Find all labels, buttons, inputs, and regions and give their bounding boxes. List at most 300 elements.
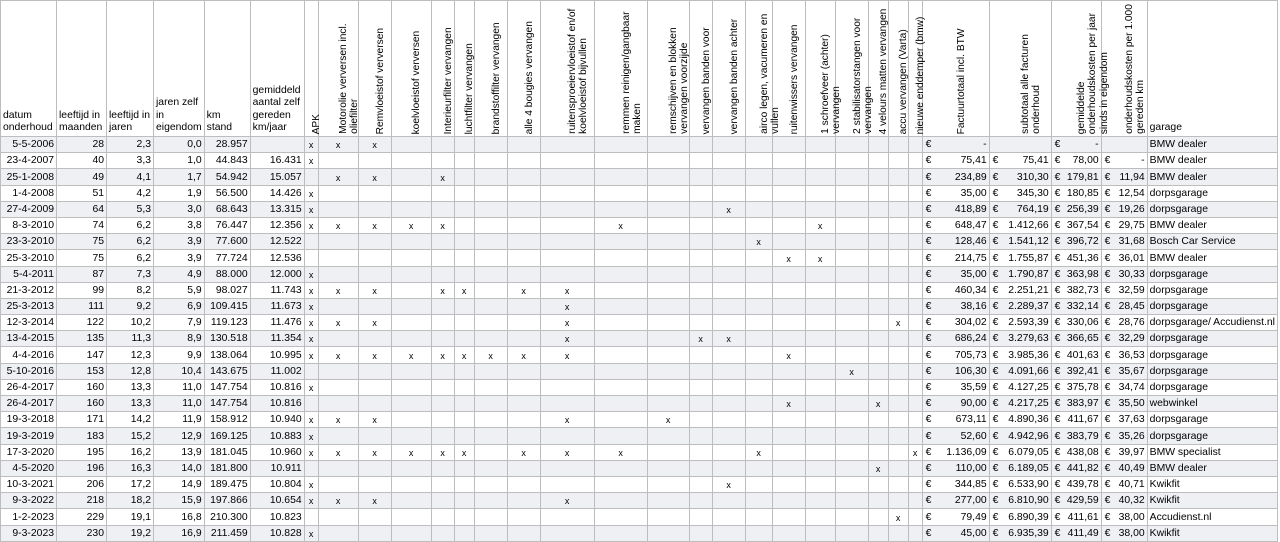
- cell-task-16[interactable]: [835, 331, 868, 347]
- cell-task-9[interactable]: [594, 315, 647, 331]
- cell-gemiddeld[interactable]: 11.743: [250, 282, 304, 298]
- cell-task-3[interactable]: x: [391, 444, 431, 460]
- cell-task-1[interactable]: x: [318, 444, 358, 460]
- cell-kosten-km[interactable]: [1101, 282, 1147, 298]
- cell-datum[interactable]: 26-4-2017: [1, 379, 57, 395]
- cell-task-0[interactable]: [304, 509, 318, 525]
- cell-task-17[interactable]: [868, 379, 888, 395]
- cell-task-2[interactable]: [358, 460, 391, 476]
- cell-task-19[interactable]: [908, 153, 922, 169]
- cell-task-18[interactable]: [888, 217, 908, 233]
- cell-jaren-eigendom[interactable]: 8,9: [154, 331, 205, 347]
- cell-task-9[interactable]: [594, 298, 647, 314]
- cell-factuur[interactable]: [922, 282, 989, 298]
- cell-task-13[interactable]: [745, 347, 772, 363]
- cell-task-3[interactable]: [391, 201, 431, 217]
- cell-task-15[interactable]: [805, 298, 835, 314]
- cell-task-6[interactable]: [474, 493, 507, 509]
- cell-task-6[interactable]: [474, 428, 507, 444]
- header-gem-kosten[interactable]: [1051, 1, 1110, 137]
- cell-subtotaal[interactable]: [989, 476, 1051, 492]
- cell-task-8[interactable]: [540, 153, 594, 169]
- cell-task-19[interactable]: [908, 412, 922, 428]
- cell-garage[interactable]: dorpsgarage: [1147, 379, 1277, 395]
- cell-leeftijd-jaren[interactable]: 7,3: [107, 266, 154, 282]
- cell-task-8[interactable]: [540, 428, 594, 444]
- cell-leeftijd-jaren[interactable]: 3,3: [107, 153, 154, 169]
- cell-km-stand[interactable]: 44.843: [204, 153, 250, 169]
- cell-kosten-km[interactable]: [1101, 525, 1147, 541]
- cell-task-0[interactable]: x: [304, 153, 318, 169]
- cell-task-4[interactable]: [431, 185, 454, 201]
- cell-leeftijd-maanden[interactable]: 51: [57, 185, 107, 201]
- cell-task-5[interactable]: [454, 315, 474, 331]
- cell-subtotaal[interactable]: [989, 153, 1051, 169]
- cell-task-14[interactable]: [772, 185, 805, 201]
- cell-task-0[interactable]: [304, 234, 318, 250]
- cell-gemiddeld[interactable]: 10.804: [250, 476, 304, 492]
- cell-task-14[interactable]: [772, 137, 805, 153]
- cell-jaren-eigendom[interactable]: 1,7: [154, 169, 205, 185]
- cell-task-9[interactable]: [594, 137, 647, 153]
- cell-task-6[interactable]: [474, 217, 507, 233]
- cell-task-10[interactable]: [647, 137, 689, 153]
- cell-gem-kosten[interactable]: [1051, 363, 1101, 379]
- header-task-17[interactable]: [868, 1, 888, 137]
- cell-task-3[interactable]: [391, 509, 431, 525]
- cell-task-5[interactable]: [454, 201, 474, 217]
- cell-task-8[interactable]: [540, 363, 594, 379]
- cell-task-0[interactable]: x: [304, 185, 318, 201]
- cell-datum[interactable]: 25-3-2010: [1, 250, 57, 266]
- cell-gem-kosten[interactable]: [1051, 509, 1101, 525]
- cell-km-stand[interactable]: 119.123: [204, 315, 250, 331]
- cell-leeftijd-jaren[interactable]: 6,2: [107, 217, 154, 233]
- cell-task-19[interactable]: [908, 250, 922, 266]
- header-subtotaal[interactable]: [989, 1, 1051, 137]
- cell-task-13[interactable]: [745, 509, 772, 525]
- cell-subtotaal[interactable]: [989, 234, 1051, 250]
- cell-task-11[interactable]: [689, 298, 712, 314]
- cell-task-15[interactable]: [805, 201, 835, 217]
- cell-datum[interactable]: 9-3-2023: [1, 525, 57, 541]
- cell-task-7[interactable]: [507, 525, 540, 541]
- cell-task-19[interactable]: [908, 331, 922, 347]
- cell-leeftijd-jaren[interactable]: 17,2: [107, 476, 154, 492]
- cell-task-7[interactable]: [507, 363, 540, 379]
- cell-task-9[interactable]: [594, 347, 647, 363]
- cell-task-16[interactable]: [835, 153, 868, 169]
- cell-task-19[interactable]: [908, 363, 922, 379]
- cell-gem-kosten[interactable]: [1051, 282, 1101, 298]
- cell-subtotaal[interactable]: [989, 460, 1051, 476]
- header-kosten-km[interactable]: [1101, 1, 1147, 137]
- cell-task-13[interactable]: [745, 185, 772, 201]
- cell-garage[interactable]: dorpsgarage: [1147, 298, 1277, 314]
- cell-leeftijd-jaren[interactable]: 18,2: [107, 493, 154, 509]
- cell-task-14[interactable]: [772, 379, 805, 395]
- header-task-10[interactable]: [647, 1, 689, 137]
- cell-km-stand[interactable]: 138.064: [204, 347, 250, 363]
- cell-datum[interactable]: 8-3-2010: [1, 217, 57, 233]
- cell-subtotaal[interactable]: [989, 217, 1051, 233]
- cell-task-18[interactable]: [888, 379, 908, 395]
- cell-task-14[interactable]: [772, 201, 805, 217]
- cell-task-17[interactable]: [868, 234, 888, 250]
- cell-task-15[interactable]: [805, 282, 835, 298]
- cell-task-9[interactable]: x: [594, 217, 647, 233]
- cell-garage[interactable]: Kwikfit: [1147, 493, 1277, 509]
- header-leeftijd-maanden[interactable]: leeftijd in maanden: [57, 1, 107, 137]
- cell-task-5[interactable]: [454, 217, 474, 233]
- cell-task-9[interactable]: [594, 363, 647, 379]
- header-task-5[interactable]: [454, 1, 474, 137]
- cell-task-13[interactable]: [745, 250, 772, 266]
- cell-gemiddeld[interactable]: 10.816: [250, 396, 304, 412]
- cell-gem-kosten[interactable]: [1051, 476, 1101, 492]
- cell-task-11[interactable]: [689, 493, 712, 509]
- cell-garage[interactable]: BMW dealer: [1147, 137, 1277, 153]
- cell-task-12[interactable]: [712, 298, 745, 314]
- cell-task-12[interactable]: [712, 315, 745, 331]
- cell-gemiddeld[interactable]: 10.911: [250, 460, 304, 476]
- cell-task-1[interactable]: [318, 266, 358, 282]
- cell-leeftijd-maanden[interactable]: 28: [57, 137, 107, 153]
- cell-task-16[interactable]: [835, 493, 868, 509]
- cell-task-2[interactable]: [358, 509, 391, 525]
- cell-factuur[interactable]: [922, 525, 989, 541]
- cell-task-2[interactable]: [358, 153, 391, 169]
- cell-km-stand[interactable]: 143.675: [204, 363, 250, 379]
- cell-task-10[interactable]: x: [647, 412, 689, 428]
- cell-task-10[interactable]: [647, 460, 689, 476]
- cell-task-18[interactable]: [888, 250, 908, 266]
- cell-task-15[interactable]: [805, 315, 835, 331]
- header-factuur[interactable]: [922, 1, 989, 137]
- cell-task-12[interactable]: [712, 509, 745, 525]
- cell-task-18[interactable]: [888, 525, 908, 541]
- cell-kosten-km[interactable]: [1101, 137, 1147, 153]
- cell-task-1[interactable]: [318, 363, 358, 379]
- cell-task-17[interactable]: [868, 201, 888, 217]
- cell-task-8[interactable]: x: [540, 331, 594, 347]
- cell-garage[interactable]: BMW dealer: [1147, 153, 1277, 169]
- cell-task-11[interactable]: [689, 412, 712, 428]
- cell-km-stand[interactable]: 210.300: [204, 509, 250, 525]
- cell-task-18[interactable]: [888, 363, 908, 379]
- cell-leeftijd-maanden[interactable]: 135: [57, 331, 107, 347]
- cell-task-14[interactable]: [772, 493, 805, 509]
- cell-task-18[interactable]: [888, 266, 908, 282]
- cell-kosten-km[interactable]: [1101, 250, 1147, 266]
- cell-task-19[interactable]: [908, 266, 922, 282]
- cell-gem-kosten[interactable]: [1051, 217, 1101, 233]
- cell-km-stand[interactable]: 88.000: [204, 266, 250, 282]
- cell-factuur[interactable]: [922, 493, 989, 509]
- cell-task-13[interactable]: [745, 460, 772, 476]
- cell-task-7[interactable]: [507, 153, 540, 169]
- cell-kosten-km[interactable]: [1101, 169, 1147, 185]
- cell-task-18[interactable]: [888, 428, 908, 444]
- cell-task-18[interactable]: [888, 185, 908, 201]
- cell-kosten-km[interactable]: [1101, 379, 1147, 395]
- cell-task-5[interactable]: [454, 266, 474, 282]
- cell-task-4[interactable]: [431, 412, 454, 428]
- cell-task-16[interactable]: [835, 347, 868, 363]
- cell-task-11[interactable]: x: [689, 331, 712, 347]
- cell-task-13[interactable]: [745, 412, 772, 428]
- cell-leeftijd-jaren[interactable]: 16,2: [107, 444, 154, 460]
- cell-task-0[interactable]: [304, 169, 318, 185]
- cell-task-2[interactable]: x: [358, 493, 391, 509]
- cell-subtotaal[interactable]: [989, 363, 1051, 379]
- cell-km-stand[interactable]: 68.643: [204, 201, 250, 217]
- cell-task-10[interactable]: [647, 266, 689, 282]
- cell-kosten-km[interactable]: [1101, 315, 1147, 331]
- cell-factuur[interactable]: [922, 347, 989, 363]
- cell-task-18[interactable]: [888, 282, 908, 298]
- cell-gem-kosten[interactable]: [1051, 493, 1101, 509]
- cell-task-6[interactable]: [474, 396, 507, 412]
- cell-task-8[interactable]: [540, 266, 594, 282]
- cell-task-18[interactable]: [888, 331, 908, 347]
- header-task-19[interactable]: [908, 1, 927, 137]
- cell-task-1[interactable]: [318, 476, 358, 492]
- cell-task-0[interactable]: [304, 363, 318, 379]
- cell-task-17[interactable]: [868, 266, 888, 282]
- cell-task-10[interactable]: [647, 428, 689, 444]
- cell-task-12[interactable]: [712, 347, 745, 363]
- cell-task-12[interactable]: [712, 525, 745, 541]
- cell-task-16[interactable]: [835, 460, 868, 476]
- cell-task-3[interactable]: [391, 396, 431, 412]
- cell-task-8[interactable]: [540, 169, 594, 185]
- cell-task-5[interactable]: [454, 509, 474, 525]
- cell-task-17[interactable]: [868, 282, 888, 298]
- cell-task-5[interactable]: [454, 298, 474, 314]
- cell-task-14[interactable]: [772, 169, 805, 185]
- cell-task-3[interactable]: [391, 428, 431, 444]
- cell-task-18[interactable]: [888, 444, 908, 460]
- cell-task-17[interactable]: [868, 153, 888, 169]
- cell-km-stand[interactable]: 147.754: [204, 396, 250, 412]
- cell-task-0[interactable]: [304, 396, 318, 412]
- cell-task-16[interactable]: [835, 234, 868, 250]
- cell-leeftijd-maanden[interactable]: 111: [57, 298, 107, 314]
- cell-task-3[interactable]: [391, 298, 431, 314]
- cell-task-13[interactable]: [745, 137, 772, 153]
- cell-task-7[interactable]: [507, 250, 540, 266]
- cell-task-8[interactable]: [540, 201, 594, 217]
- cell-subtotaal[interactable]: [989, 282, 1051, 298]
- cell-task-5[interactable]: [454, 525, 474, 541]
- cell-jaren-eigendom[interactable]: 14,0: [154, 460, 205, 476]
- cell-task-4[interactable]: [431, 298, 454, 314]
- cell-task-5[interactable]: [454, 476, 474, 492]
- cell-task-8[interactable]: [540, 217, 594, 233]
- cell-task-6[interactable]: [474, 266, 507, 282]
- cell-task-17[interactable]: [868, 331, 888, 347]
- cell-task-8[interactable]: x: [540, 493, 594, 509]
- cell-task-13[interactable]: [745, 315, 772, 331]
- cell-datum[interactable]: 21-3-2012: [1, 282, 57, 298]
- cell-task-15[interactable]: [805, 525, 835, 541]
- cell-task-6[interactable]: [474, 412, 507, 428]
- cell-task-11[interactable]: [689, 217, 712, 233]
- cell-task-5[interactable]: [454, 363, 474, 379]
- cell-leeftijd-maanden[interactable]: 64: [57, 201, 107, 217]
- cell-factuur[interactable]: [922, 201, 989, 217]
- cell-task-18[interactable]: [888, 298, 908, 314]
- cell-kosten-km[interactable]: [1101, 476, 1147, 492]
- cell-leeftijd-maanden[interactable]: 206: [57, 476, 107, 492]
- cell-gemiddeld[interactable]: 15.057: [250, 169, 304, 185]
- cell-task-12[interactable]: x: [712, 201, 745, 217]
- cell-task-7[interactable]: [507, 379, 540, 395]
- cell-km-stand[interactable]: 147.754: [204, 379, 250, 395]
- cell-task-0[interactable]: x: [304, 282, 318, 298]
- cell-task-17[interactable]: [868, 428, 888, 444]
- cell-task-6[interactable]: [474, 137, 507, 153]
- cell-task-17[interactable]: [868, 185, 888, 201]
- cell-task-13[interactable]: [745, 201, 772, 217]
- cell-task-2[interactable]: x: [358, 347, 391, 363]
- cell-subtotaal[interactable]: [989, 509, 1051, 525]
- cell-km-stand[interactable]: 56.500: [204, 185, 250, 201]
- cell-task-8[interactable]: [540, 525, 594, 541]
- cell-task-13[interactable]: [745, 282, 772, 298]
- cell-task-12[interactable]: [712, 153, 745, 169]
- cell-task-14[interactable]: [772, 412, 805, 428]
- cell-task-0[interactable]: x: [304, 428, 318, 444]
- cell-task-12[interactable]: [712, 137, 745, 153]
- cell-task-7[interactable]: [507, 331, 540, 347]
- cell-garage[interactable]: BMW specialist: [1147, 444, 1277, 460]
- cell-factuur[interactable]: [922, 315, 989, 331]
- cell-task-19[interactable]: [908, 525, 922, 541]
- cell-task-10[interactable]: [647, 363, 689, 379]
- cell-task-15[interactable]: [805, 234, 835, 250]
- cell-leeftijd-maanden[interactable]: 74: [57, 217, 107, 233]
- cell-task-16[interactable]: [835, 266, 868, 282]
- cell-task-17[interactable]: [868, 412, 888, 428]
- cell-garage[interactable]: dorpsgarage: [1147, 331, 1277, 347]
- cell-task-15[interactable]: [805, 363, 835, 379]
- cell-task-19[interactable]: [908, 201, 922, 217]
- cell-jaren-eigendom[interactable]: 6,9: [154, 298, 205, 314]
- cell-garage[interactable]: Bosch Car Service: [1147, 234, 1277, 250]
- cell-task-0[interactable]: x: [304, 379, 318, 395]
- cell-leeftijd-maanden[interactable]: 230: [57, 525, 107, 541]
- cell-task-3[interactable]: [391, 363, 431, 379]
- cell-task-0[interactable]: x: [304, 412, 318, 428]
- cell-task-3[interactable]: [391, 185, 431, 201]
- cell-kosten-km[interactable]: [1101, 185, 1147, 201]
- cell-task-5[interactable]: x: [454, 282, 474, 298]
- cell-factuur[interactable]: [922, 363, 989, 379]
- header-task-7[interactable]: [507, 1, 540, 137]
- cell-task-19[interactable]: [908, 315, 922, 331]
- cell-task-13[interactable]: [745, 153, 772, 169]
- cell-subtotaal[interactable]: [989, 266, 1051, 282]
- cell-task-8[interactable]: [540, 476, 594, 492]
- cell-task-15[interactable]: [805, 412, 835, 428]
- cell-kosten-km[interactable]: [1101, 412, 1147, 428]
- cell-task-12[interactable]: [712, 185, 745, 201]
- cell-gemiddeld[interactable]: 10.960: [250, 444, 304, 460]
- cell-task-14[interactable]: [772, 444, 805, 460]
- cell-task-2[interactable]: [358, 250, 391, 266]
- cell-task-7[interactable]: [507, 509, 540, 525]
- cell-task-14[interactable]: [772, 331, 805, 347]
- cell-task-15[interactable]: [805, 153, 835, 169]
- cell-leeftijd-jaren[interactable]: 19,2: [107, 525, 154, 541]
- cell-task-16[interactable]: [835, 201, 868, 217]
- cell-task-15[interactable]: [805, 169, 835, 185]
- cell-task-0[interactable]: x: [304, 525, 318, 541]
- header-garage[interactable]: garage: [1147, 1, 1277, 137]
- cell-task-3[interactable]: [391, 331, 431, 347]
- cell-factuur[interactable]: [922, 234, 989, 250]
- cell-task-12[interactable]: [712, 282, 745, 298]
- cell-task-9[interactable]: [594, 201, 647, 217]
- cell-task-4[interactable]: [431, 509, 454, 525]
- cell-task-0[interactable]: [304, 460, 318, 476]
- cell-task-7[interactable]: x: [507, 444, 540, 460]
- cell-garage[interactable]: dorpsgarage: [1147, 201, 1277, 217]
- cell-gem-kosten[interactable]: [1051, 201, 1101, 217]
- cell-task-19[interactable]: [908, 217, 922, 233]
- cell-factuur[interactable]: [922, 396, 989, 412]
- cell-gem-kosten[interactable]: [1051, 153, 1101, 169]
- cell-task-7[interactable]: [507, 460, 540, 476]
- cell-task-5[interactable]: [454, 493, 474, 509]
- cell-gemiddeld[interactable]: 13.315: [250, 201, 304, 217]
- cell-jaren-eigendom[interactable]: 0,0: [154, 137, 205, 153]
- cell-task-15[interactable]: x: [805, 217, 835, 233]
- cell-kosten-km[interactable]: [1101, 460, 1147, 476]
- cell-task-3[interactable]: [391, 493, 431, 509]
- cell-gem-kosten[interactable]: [1051, 412, 1101, 428]
- cell-datum[interactable]: 9-3-2022: [1, 493, 57, 509]
- cell-task-2[interactable]: [358, 379, 391, 395]
- cell-km-stand[interactable]: 181.045: [204, 444, 250, 460]
- cell-task-7[interactable]: [507, 266, 540, 282]
- cell-factuur[interactable]: [922, 476, 989, 492]
- cell-task-9[interactable]: [594, 153, 647, 169]
- cell-gemiddeld[interactable]: 12.000: [250, 266, 304, 282]
- header-task-3[interactable]: [391, 1, 431, 137]
- cell-task-4[interactable]: [431, 363, 454, 379]
- cell-task-9[interactable]: [594, 493, 647, 509]
- cell-task-5[interactable]: [454, 153, 474, 169]
- cell-task-11[interactable]: [689, 169, 712, 185]
- cell-gem-kosten[interactable]: [1051, 396, 1101, 412]
- cell-task-8[interactable]: [540, 137, 594, 153]
- cell-task-2[interactable]: x: [358, 169, 391, 185]
- cell-task-11[interactable]: [689, 250, 712, 266]
- cell-task-19[interactable]: [908, 282, 922, 298]
- cell-task-5[interactable]: [454, 396, 474, 412]
- cell-task-19[interactable]: [908, 169, 922, 185]
- cell-task-6[interactable]: [474, 476, 507, 492]
- cell-task-8[interactable]: x: [540, 347, 594, 363]
- cell-factuur[interactable]: [922, 217, 989, 233]
- cell-gem-kosten[interactable]: [1051, 266, 1101, 282]
- cell-task-15[interactable]: [805, 509, 835, 525]
- cell-task-4[interactable]: [431, 396, 454, 412]
- cell-task-19[interactable]: [908, 185, 922, 201]
